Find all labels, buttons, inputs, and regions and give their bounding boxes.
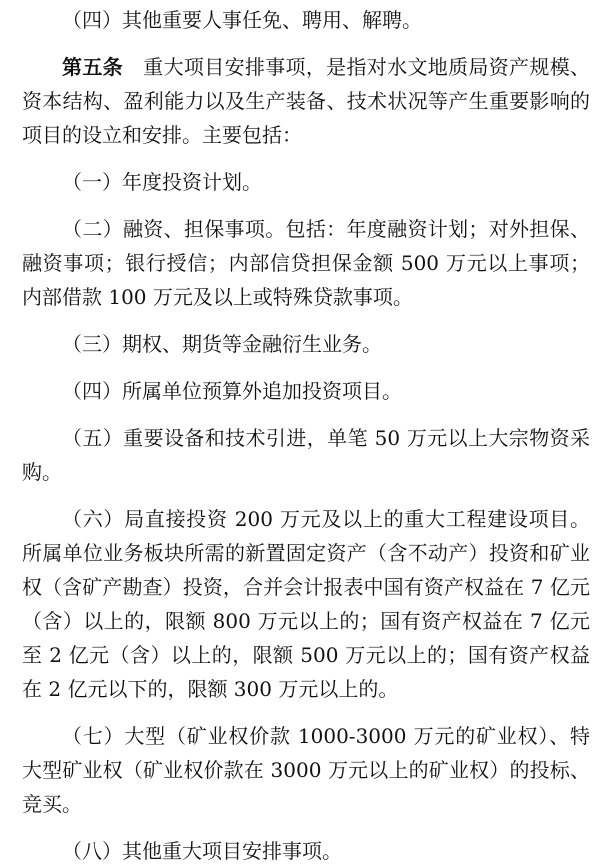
paragraph-text: （六）局直接投资 200 万元及以上的重大工程建设项目。所属单位业务板块所需的新置固定资产（含不动产）投资和矿业权（含矿产勘查）投资，合并会计报表中国有资产权益在 7 亿元（含）以上的，限额 800 万元以上的；国有资产权益在 7 亿元至 2 亿元（含）以上的，限额 500 万元以上的；国有资产权益在 2 亿元以下的，限额 300 万元以上的。 — [22, 507, 590, 701]
item-7-paragraph — [22, 719, 590, 821]
item-5-paragraph — [22, 421, 590, 489]
article-number: 第五条 — [62, 55, 123, 79]
paragraph-text: （三）期权、期货等金融衍生业务。 — [62, 332, 382, 356]
item-6-paragraph — [22, 502, 590, 706]
paragraph-text: （四）所属单位预算外追加投资项目。 — [62, 379, 402, 403]
paragraph-text: 重大项目安排事项，是指对水文地质局资产规模、资本结构、盈利能力以及生产装备、技术状况等产生重要影响的项目的设立和安排。主要包括： — [22, 55, 591, 147]
article-5-paragraph — [22, 50, 590, 152]
paragraph-text: （一）年度投资计划。 — [62, 170, 262, 194]
item-2-paragraph — [22, 212, 590, 314]
paragraph-text: （四）其他重要人事任免、聘用、解聘。 — [62, 8, 422, 32]
item-8-paragraph — [22, 834, 590, 868]
paragraph-personnel-appointments — [22, 3, 590, 37]
paragraph-text: （八）其他重大项目安排事项。 — [62, 839, 342, 863]
paragraph-text: （二）融资、担保事项。包括：年度融资计划；对外担保、融资事项；银行授信；内部信贷担保金额 500 万元以上事项；内部借款 100 万元及以上或特殊贷款事项。 — [22, 217, 590, 309]
paragraph-text: （七）大型（矿业权价款 1000-3000 万元的矿业权）、特大型矿业权（矿业权价款在 3000 万元以上的矿业权）的投标、竞买。 — [22, 724, 590, 816]
document-page — [22, 0, 590, 868]
item-3-paragraph — [22, 327, 590, 361]
paragraph-text: （五）重要设备和技术引进，单笔 50 万元以上大宗物资采购。 — [22, 426, 590, 484]
item-4-paragraph — [22, 374, 590, 408]
item-1-paragraph — [22, 165, 590, 199]
